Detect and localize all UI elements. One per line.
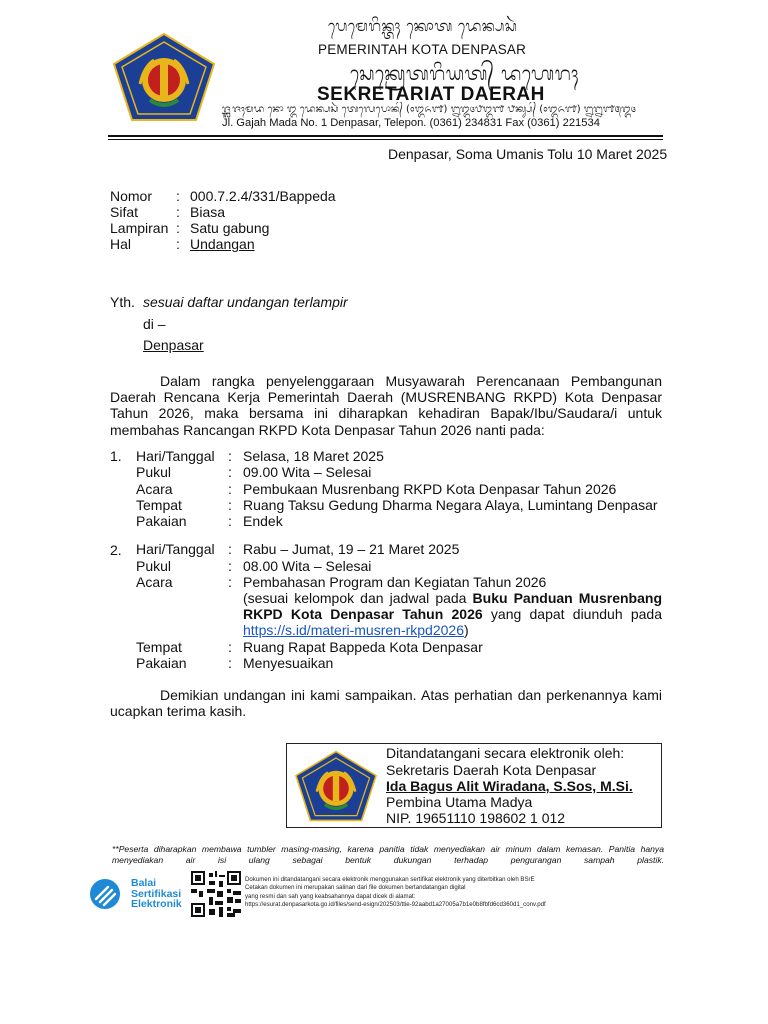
bsre-note: Cetakan dokumen ini merupakan salinan dari file dokumen bertandatangan digital xyxy=(245,884,466,892)
denpasar-emblem-logo xyxy=(110,32,218,122)
agenda-label: Pakaian xyxy=(136,513,187,529)
agenda-colon: : xyxy=(228,574,232,590)
meta-label: Nomor xyxy=(110,188,153,204)
letterhead-title: SEKRETARIAT DAERAH xyxy=(317,84,545,105)
agenda-colon: : xyxy=(228,639,232,655)
agenda-colon: : xyxy=(228,655,232,671)
agenda-label: Tempat xyxy=(136,497,182,513)
meta-colon: : xyxy=(176,204,180,220)
meta-colon: : xyxy=(176,220,180,236)
bsre-notes xyxy=(245,876,546,910)
meta-colon: : xyxy=(176,188,180,204)
bsre-text-line: Elektronik xyxy=(131,898,182,910)
agenda-value: Pembukaan Musrenbang RKPD Kota Denpasar Tahun 2026 xyxy=(243,481,617,497)
closing-paragraph: Demikian undangan ini kami sampaikan. Atas perhatian dan perkenannya kami ucapkan terima kasih. xyxy=(110,687,662,720)
government-name: PEMERINTAH KOTA DENPASAR xyxy=(318,42,527,57)
acara-detail-text: (sesuai kelompok dan jadwal pada xyxy=(243,590,467,606)
signature-intro: Ditandatangani secara elektronik oleh: xyxy=(386,745,625,761)
denpasar-emblem-logo xyxy=(292,750,380,822)
acara-detail-bold: RKPD Kota Denpasar Tahun 2026 xyxy=(243,606,483,623)
agenda-label: Acara xyxy=(136,481,173,497)
agenda-colon: : xyxy=(228,513,232,529)
materi-download-link[interactable]: https://s.id/materi-musren-rkpd2026 xyxy=(243,622,464,639)
agenda-label: Tempat xyxy=(136,639,182,655)
agenda-value: Pembahasan Program dan Kegiatan Tahun 2026 xyxy=(243,574,547,590)
balinese-script-line-top: ᬧᬾᬫᬾᬭᬶᬦ᭄ᬢᬄ ᬓᭀᬢ ᬤᬾᬦ᭄ᬧᬲᬃ xyxy=(328,17,518,35)
bsre-logo-icon xyxy=(88,877,126,911)
signature-rank: Pembina Utama Madya xyxy=(386,794,533,810)
meta-value-subject: Undangan xyxy=(190,236,255,252)
letterhead-address: Jl. Gajah Mada No. 1 Denpasar, Telepon. (0361) 234831 Fax (0361) 221534 xyxy=(222,117,600,129)
acara-detail-bold: Buku Panduan Musrenbang xyxy=(472,590,662,606)
agenda-colon: : xyxy=(228,464,232,480)
letter-date: Denpasar, Soma Umanis Tolu 10 Maret 2025 xyxy=(388,146,668,162)
bsre-note: yang resmi dan sah yang keabsahannya dapat dicek di alamat: xyxy=(245,892,416,900)
balinese-script-line-mid: ᬲᬾᬓ᭄ᬭᬾᬢᬭᬶᬬᬢ᭄ ᬤᬳᬾᬭᬄ xyxy=(350,63,580,85)
meta-colon: : xyxy=(176,236,180,252)
e-signature-box xyxy=(286,743,662,828)
meta-value: Biasa xyxy=(190,204,226,220)
agenda-colon: : xyxy=(228,497,232,513)
addressee-recipient: sesuai daftar undangan terlampir xyxy=(143,294,348,310)
signature-position: Sekretaris Daerah Kota Denpasar xyxy=(386,762,597,778)
agenda-label: Acara xyxy=(136,574,173,590)
agenda-colon: : xyxy=(228,481,232,497)
agenda-label: Pukul xyxy=(136,558,172,574)
meta-label: Lampiran xyxy=(110,220,169,236)
letterhead-divider xyxy=(108,135,663,137)
meta-label: Sifat xyxy=(110,204,139,220)
signature-nip: NIP. 19651110 198602 1 012 xyxy=(386,810,566,826)
agenda-value: 08.00 Wita – Selesai xyxy=(243,558,372,574)
addressee-place: Denpasar xyxy=(143,337,204,353)
bsre-text-line: Sertifikasi xyxy=(131,887,182,900)
bsre-logo-text xyxy=(131,878,182,910)
agenda-colon: : xyxy=(228,448,232,464)
balinese-script-line-address: ᬚ᭄ᬮ᭄ᬕᬚᬄᬫᬤ ᬦᭀ ᬑ ᬤᬾᬦ᭄ᬧᬲᬃ ᬢᬾᬮᬾᬧᭀᬦ᭄ (᭐᭓᭖᭑) ᭒᭓᭔᭘᭓᭑ ᬨᬓ᭄ᬲ᭄ (᭐᭓᭖᭑) ᭒᭒᭑᭕᭓᭔ xyxy=(222,104,637,115)
agenda-value: Rabu – Jumat, 19 – 21 Maret 2025 xyxy=(243,541,460,557)
bsre-text-line: Balai xyxy=(131,877,157,889)
letterhead xyxy=(0,0,768,140)
addressee-di: di – xyxy=(143,316,166,332)
agenda-colon: : xyxy=(228,541,232,557)
agenda-value: 09.00 Wita – Selesai xyxy=(243,464,372,480)
agenda-number: 1. xyxy=(110,448,122,464)
acara-detail-text: yang dapat diunduh pada xyxy=(490,606,662,623)
acara-detail xyxy=(243,590,662,639)
agenda-colon: : xyxy=(228,558,232,574)
signature-name: Ida Bagus Alit Wiradana, S.Sos, M.Si. xyxy=(386,778,633,794)
letterhead-divider-thin xyxy=(108,139,663,140)
agenda-label: Hari/Tanggal xyxy=(136,448,215,464)
agenda-value: Ruang Taksu Gedung Dharma Negara Alaya, Lumintang Denpasar xyxy=(243,497,658,513)
agenda-value: Ruang Rapat Bappeda Kota Denpasar xyxy=(243,639,483,655)
agenda-label: Hari/Tanggal xyxy=(136,541,215,557)
bsre-note: Dokumen ini ditandatangani secara elektronik menggunakan sertifikat elektronik yang diterbitkan oleh BSrE xyxy=(245,876,535,883)
agenda-value: Selasa, 18 Maret 2025 xyxy=(243,448,384,464)
qr-code-icon[interactable] xyxy=(191,871,241,917)
agenda-value: Menyesuaikan xyxy=(243,655,334,671)
addressee-prefix: Yth. xyxy=(110,294,135,310)
meta-value: Satu gabung xyxy=(190,220,270,236)
agenda-label: Pakaian xyxy=(136,655,187,671)
agenda-value: Endek xyxy=(243,513,283,529)
meta-label: Hal xyxy=(110,236,132,252)
agenda-number: 2. xyxy=(110,542,122,558)
intro-paragraph: Dalam rangka penyelenggaraan Musyawarah Perencanaan Pembangunan Daerah Rencana Kerja Pemerintah Daerah (MUSRENBANG RKPD) Kota Denpasar Tahun 2026, maka bersama ini diharapkan kehadiran Bapak/Ibu/Saudara/i untuk membahas Rancangan RKPD Kota Denpasar Tahun 2026 nanti pada: xyxy=(110,373,662,438)
meta-value: 000.7.2.4/331/Bappeda xyxy=(190,188,336,204)
agenda-label: Pukul xyxy=(136,464,172,480)
bsre-verify-url[interactable]: https://esurat.denpasarkota.go.id/files/send-esign/202503/ttie-92aabd1a27005a7b1e0b8fbfd6cd360d1_conv.pdf xyxy=(245,901,546,909)
footnote: **Peserta diharapkan membawa tumbler masing-masing, karena panitia tidak menyediakan air minum dalam kemasan. Panitia hanya menyediakan air isi ulang sebagai bentuk dukungan terhadap pengurangan sampah plastik. xyxy=(112,844,664,865)
acara-detail-close: ) xyxy=(463,622,469,639)
